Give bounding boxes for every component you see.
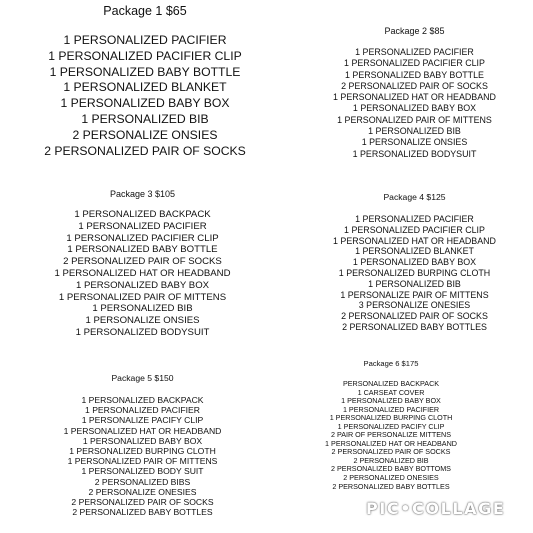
- list-item: 1 PERSONALIZED BABY BOTTLE: [49, 64, 241, 79]
- list-item: 1 PERSONALIZED HAT OR HEADBAND: [333, 235, 496, 246]
- list-item: 1 PERSONALIZED BABY BOX: [352, 103, 477, 114]
- package-5-card: [0, 367, 285, 517]
- list-item: 1 PERSONALIZED BABY BOX: [352, 257, 477, 268]
- list-item: 2 PAIR OF PERSONALIZE MITTENS: [330, 430, 452, 440]
- package-2-card: [296, 0, 533, 160]
- list-item: 2 PERSONALIZED PAIR OF SOCKS: [331, 447, 451, 457]
- list-item: 1 PERSONALIZED PACIFIER: [78, 220, 207, 232]
- package-item-list: [296, 380, 486, 491]
- list-item: 1 PERSONALIZED BODY SUIT: [81, 466, 204, 477]
- list-item: 1 PERSONALIZED BACKPACK: [81, 395, 204, 405]
- list-item: 1 PERSONALIZED HAT OR HEADBAND: [325, 438, 457, 448]
- list-item: 2 PERSONALIZED BIBS: [94, 476, 191, 487]
- list-item: 1 PERSONALIZED BLANKET: [63, 80, 227, 95]
- list-item: 1 PERSONALIZED BURPING CLOTH: [69, 446, 216, 457]
- list-item: 1 PERSONALIZED PACIFIER: [355, 47, 474, 57]
- list-item: 1 PERSONALIZED HAT OR HEADBAND: [63, 425, 222, 436]
- list-item: 1 PERSONALIZED BLANKET: [355, 246, 474, 257]
- list-item: 2 PERSONALIZED ONESIES: [343, 473, 439, 483]
- list-item: 1 PERSONALIZED PAIR OF MITTENS: [58, 291, 227, 303]
- list-item: 2 PERSONALIZED BABY BOTTLES: [342, 321, 487, 332]
- list-item: 1 PERSONALIZED BODYSUIT: [75, 326, 210, 338]
- list-item: 1 PERSONALIZED BABY BOTTLE: [67, 244, 218, 256]
- list-item: 2 PERSONALIZED BABY BOTTLES: [72, 507, 213, 518]
- list-item: 2 PERSONALIZED PAIR OF SOCKS: [63, 256, 222, 268]
- list-item: 1 PERSONALIZE PACIFY CLIP: [81, 415, 204, 426]
- list-item: 2 PERSONALIZED PAIR OF SOCKS: [44, 143, 246, 158]
- list-item: 1 PERSONALIZE PAIR OF MITTENS: [340, 289, 489, 300]
- list-item: 1 PERSONALIZED BABY BOX: [82, 435, 203, 446]
- list-item: 1 PERSONALIZED PACIFIER CLIP: [344, 58, 485, 69]
- package-title: Package 3 $105: [109, 189, 176, 199]
- list-item: 1 PERSONALIZED PACIFIER CLIP: [344, 224, 485, 235]
- list-item: 2 PERSONALIZED PAIR OF SOCKS: [341, 311, 488, 322]
- list-item: 1 PERSONALIZE ONSIES: [85, 315, 200, 327]
- list-item: 2 PERSONALIZED BABY BOTTLES: [332, 481, 450, 491]
- package-item-list: [296, 47, 533, 160]
- list-item: 1 PERSONALIZED BABY BOTTLE: [345, 69, 484, 80]
- package-1-card: [0, 0, 290, 159]
- package-3-card: [0, 183, 285, 339]
- list-item: 1 PERSONALIZED PACIFIER CLIP: [48, 48, 242, 63]
- list-item: 1 PERSONALIZED PACIFIER: [85, 405, 200, 416]
- package-6-card: [296, 353, 486, 491]
- list-item: 3 PERSONALIZE ONESIES: [358, 300, 471, 311]
- list-item: 1 PERSONALIZED PACIFIER CLIP: [66, 232, 219, 244]
- list-item: 1 PERSONALIZED PACIFIER: [355, 214, 474, 224]
- package-title: Package 6 $175: [363, 359, 419, 368]
- list-item: 1 PERSONALIZED BACKPACK: [74, 209, 211, 220]
- list-item: 1 PERSONALIZED BIB: [368, 278, 461, 289]
- pic-collage-watermark: PIC•COLLAGE: [366, 499, 506, 518]
- list-item: 1 PERSONALIZE ONSIES: [361, 137, 468, 148]
- list-item: 1 PERSONALIZED PAIR OF MITTENS: [67, 456, 218, 467]
- list-item: 1 PERSONALIZED BABY BOX: [75, 279, 210, 291]
- package-4-card: [296, 186, 533, 333]
- list-item: 1 PERSONALIZED PACIFIER: [63, 33, 227, 47]
- list-item: 1 PERSONALIZED BABY BOX: [341, 396, 441, 406]
- package-item-list: [0, 395, 285, 517]
- list-item: 1 PERSONALIZED BODYSUIT: [352, 148, 477, 159]
- list-item: 1 PERSONALIZED BURPING CLOTH: [338, 267, 491, 278]
- list-item: 1 PERSONALIZED BURPING CLOTH: [329, 413, 453, 423]
- list-item: 2 PERSONALIZE ONESIES: [88, 486, 197, 497]
- list-item: 2 PERSONALIZED PAIR OF SOCKS: [71, 497, 214, 508]
- package-title: Package 2 $85: [384, 26, 445, 36]
- package-title: Package 4 $125: [383, 192, 446, 202]
- list-item: PERSONALIZED BACKPACK: [342, 379, 440, 388]
- list-item: 1 PERSONALIZED PAIR OF MITTENS: [337, 114, 492, 125]
- list-item: 1 PERSONALIZED PACIFY CLIP: [337, 421, 445, 431]
- list-item: 2 PERSONALIZED BABY BOTTOMS: [331, 464, 451, 474]
- package-item-list: [296, 214, 533, 333]
- list-item: 1 PERSONALIZED PACIFIER: [342, 404, 440, 414]
- package-title: Package 5 $150: [111, 373, 174, 383]
- list-item: 1 PERSONALIZED BIB: [81, 111, 209, 126]
- package-title: Package 1 $65: [103, 4, 187, 18]
- list-item: 1 PERSONALIZED BIB: [368, 126, 461, 137]
- list-item: 1 PERSONALIZED HAT OR HEADBAND: [54, 267, 231, 279]
- list-item: 2 PERSONALIZED BIB: [353, 455, 429, 465]
- list-item: 1 PERSONALIZED BIB: [92, 303, 193, 315]
- list-item: 1 CARSEAT COVER: [357, 387, 425, 397]
- list-item: 2 PERSONALIZE ONSIES: [72, 127, 218, 142]
- list-item: 1 PERSONALIZED BABY BOX: [60, 96, 230, 111]
- list-item: 1 PERSONALIZED HAT OR HEADBAND: [333, 92, 496, 103]
- package-item-list: [0, 209, 285, 339]
- list-item: 2 PERSONALIZED PAIR OF SOCKS: [341, 80, 488, 91]
- package-item-list: [0, 33, 290, 159]
